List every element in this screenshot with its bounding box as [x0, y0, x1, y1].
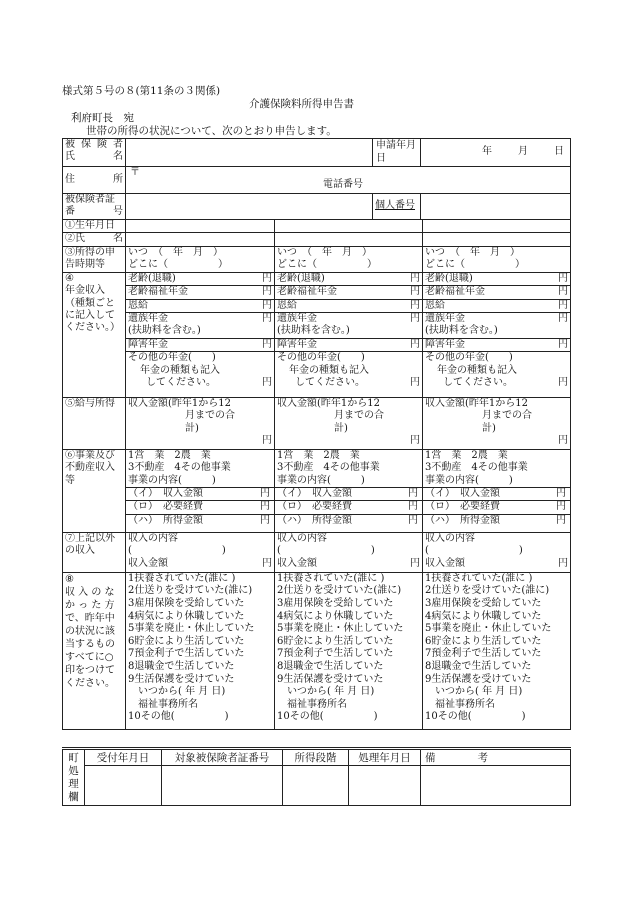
no-income-options: 1扶養されていた(誰に ) 2仕送りを受けていた(誰に) 3雇用保険を受給していた 4病気により休職していた 5事業を廃止・休止していた 6貯金により生活していた 7預金利子で生活していた 8退職金で生活していた 9生活保護を受けていた いつから( 年 月 日) 福祉事務所名 10その他( )	[425, 572, 552, 723]
phone-label: 電話番号	[323, 179, 363, 190]
pension-disability-line: 障害年金 円	[275, 339, 422, 352]
pension-old-age-line: 老齢(退職) 円	[423, 273, 570, 286]
form-number: 様式第５号の８(第11条の３関係)	[62, 85, 221, 97]
member-name-field-2[interactable]	[275, 233, 423, 246]
pension-other-line: その他の年金( ) 年金の種類も記入 してください。 円	[128, 352, 272, 389]
postal-mark: 〒	[130, 167, 140, 178]
my-number-field[interactable]	[421, 194, 571, 220]
business-field-2[interactable]	[275, 449, 423, 532]
salary-text: 収入金額(昨年1から12 月までの合 計) 円	[425, 397, 568, 447]
my-number-label: 個人番号	[373, 194, 421, 220]
other-income-text: 収入の内容 ( ) 収入金額 円	[277, 532, 420, 569]
member-name-field-1[interactable]	[126, 233, 275, 246]
pension-other-line: その他の年金( ) 年金の種類も記入 してください。 円	[425, 352, 568, 389]
pension-survivor-line: 遺族年金 円 (扶助料を含む。)	[126, 313, 274, 339]
office-side-label: 町 処 理 欄	[63, 749, 85, 806]
business-income-line: （ハ） 所得金額 円	[128, 514, 270, 526]
pension-welfare-line: 老齢福祉年金 円	[126, 286, 274, 299]
timing-label: ③所得の申 告時期等	[63, 246, 126, 272]
business-revenue-line: （イ） 収入金額 円	[423, 488, 570, 501]
business-expense-line: （ロ） 必要経費 円	[275, 501, 422, 514]
business-label: ⑥事業及び 不動産収入 等	[63, 449, 126, 532]
pension-label: ④ 年金収入 （種類ごと に記入して ください。）	[63, 272, 126, 397]
business-types: 1営 業 2農 業 3不動産 4その他事業 事業の内容( )	[423, 450, 570, 488]
cert-number-label: 被保険者証 番 号	[63, 194, 126, 220]
intro-text: 世帯の所得の状況について、次のとおり申告します。	[86, 125, 337, 137]
pension-onkyu-line: 恩給 円	[275, 300, 422, 313]
pension-disability-line: 障害年金 円	[423, 339, 570, 352]
business-types: 1営 業 2農 業 3不動産 4その他事業 事業の内容( )	[126, 450, 274, 488]
pension-other-line: その他の年金( ) 年金の種類も記入 してください。 円	[277, 352, 420, 389]
timing-field-3[interactable]	[423, 246, 571, 272]
business-types: 1営 業 2農 業 3不動産 4その他事業 事業の内容( )	[275, 450, 422, 488]
pension-field-2[interactable]	[275, 272, 423, 397]
birth-label: ①生年月日	[63, 220, 126, 233]
timing-when: いつ （ 年 月 ）	[425, 246, 520, 258]
address-field[interactable]	[126, 167, 571, 194]
no-income-options: 1扶養されていた(誰に ) 2仕送りを受けていた(誰に) 3雇用保険を受給していた 4病気により休職していた 5事業を廃止・休止していた 6貯金により生活していた 7預金利子で生活していた 8退職金で生活していた 9生活保護を受けていた いつから( 年 月 日) 福祉事務所名 10その他( )	[128, 572, 255, 723]
addressee: 利府町長 宛	[71, 112, 134, 124]
pension-field-3[interactable]	[423, 272, 571, 397]
pension-welfare-line: 老齢福祉年金 円	[275, 286, 422, 299]
business-revenue-line: （イ） 収入金額 円	[275, 488, 422, 501]
business-expense-line: （ロ） 必要経費 円	[126, 501, 274, 514]
pension-disability-line: 障害年金 円	[126, 339, 274, 352]
pension-old-age-line: 老齢(退職) 円	[275, 273, 422, 286]
office-use-table	[62, 747, 571, 806]
birth-field-2[interactable]	[275, 220, 423, 233]
salary-field-1[interactable]	[126, 397, 275, 449]
salary-text: 収入金額(昨年1から12 月までの合 計) 円	[277, 397, 420, 447]
office-header-processed-date: 処理年月日	[349, 749, 421, 766]
no-income-field-1[interactable]	[126, 572, 275, 729]
timing-where: どこに（ ）	[425, 259, 525, 271]
office-header-insured-number: 対象被保険者証番号	[162, 749, 283, 766]
no-income-field-3[interactable]	[423, 572, 571, 729]
timing-when: いつ （ 年 月 ）	[128, 246, 223, 258]
timing-where: どこに（ ）	[277, 259, 377, 271]
salary-text: 収入金額(昨年1から12 月までの合 計) 円	[128, 397, 272, 447]
office-header-income-tier: 所得段階	[283, 749, 349, 766]
pension-field-1[interactable]	[126, 272, 275, 397]
other-income-text: 収入の内容 ( ) 収入金額 円	[425, 532, 568, 569]
member-name-field-3[interactable]	[423, 233, 571, 246]
pension-survivor-line: 遺族年金 円 (扶助料を含む。)	[275, 313, 422, 339]
office-received-date-field[interactable]	[85, 766, 162, 806]
office-income-tier-field[interactable]	[283, 766, 349, 806]
timing-field-1[interactable]	[126, 246, 275, 272]
salary-field-3[interactable]	[423, 397, 571, 449]
insured-name-field[interactable]	[126, 139, 373, 167]
pension-welfare-line: 老齢福祉年金 円	[423, 286, 570, 299]
business-revenue-line: （イ） 収入金額 円	[126, 488, 274, 501]
business-field-3[interactable]	[423, 449, 571, 532]
address-label: 住 所	[63, 167, 126, 194]
no-income-field-2[interactable]	[275, 572, 423, 729]
business-expense-line: （ロ） 必要経費 円	[423, 501, 570, 514]
birth-field-3[interactable]	[423, 220, 571, 233]
business-income-line: （ハ） 所得金額 円	[425, 514, 566, 526]
no-income-label: ⑧ 収 入 の な か っ た 方 で、昨年中 の状況に該 当するもの すべてに○ 印をつけて ください。	[63, 572, 126, 729]
office-header-remarks: 備 考	[421, 749, 571, 766]
salary-label: ⑤給与所得	[63, 397, 126, 449]
cert-number-field[interactable]	[126, 194, 373, 220]
other-income-field-2[interactable]	[275, 532, 423, 572]
name-label: ②氏 名	[63, 233, 126, 246]
timing-field-2[interactable]	[275, 246, 423, 272]
salary-field-2[interactable]	[275, 397, 423, 449]
office-insured-number-field[interactable]	[162, 766, 283, 806]
other-income-field-1[interactable]	[126, 532, 275, 572]
pension-onkyu-line: 恩給 円	[126, 300, 274, 313]
birth-field-1[interactable]	[126, 220, 275, 233]
pension-survivor-line: 遺族年金 円 (扶助料を含む。)	[423, 313, 570, 339]
declaration-table	[62, 138, 571, 220]
other-income-label: ⑦上記以外 の収入	[63, 532, 126, 572]
timing-where: どこに（ ）	[128, 259, 228, 271]
application-date-label: 申請年月日	[373, 139, 421, 167]
timing-when: いつ （ 年 月 ）	[277, 246, 372, 258]
pension-onkyu-line: 恩給 円	[423, 300, 570, 313]
office-header-received-date: 受付年月日	[85, 749, 162, 766]
office-processed-date-field[interactable]	[349, 766, 421, 806]
business-income-line: （ハ） 所得金額 円	[277, 514, 418, 526]
other-income-field-3[interactable]	[423, 532, 571, 572]
business-field-1[interactable]	[126, 449, 275, 532]
other-income-text: 収入の内容 ( ) 収入金額 円	[128, 532, 272, 569]
pension-old-age-line: 老齢(退職) 円	[126, 273, 274, 286]
income-table	[62, 219, 571, 730]
office-remarks-field[interactable]	[421, 766, 571, 806]
insured-name-label: 被 保 険 者 氏 名	[63, 139, 126, 167]
form-title: 介護保険料所得申告書	[249, 98, 354, 110]
no-income-options: 1扶養されていた(誰に ) 2仕送りを受けていた(誰に) 3雇用保険を受給していた 4病気により休職していた 5事業を廃止・休止していた 6貯金により生活していた 7預金利子で生活していた 8退職金で生活していた 9生活保護を受けていた いつから( 年 月 日) 福祉事務所名 10その他( )	[277, 572, 404, 723]
application-date-field[interactable]: 年 月 日	[421, 139, 571, 167]
